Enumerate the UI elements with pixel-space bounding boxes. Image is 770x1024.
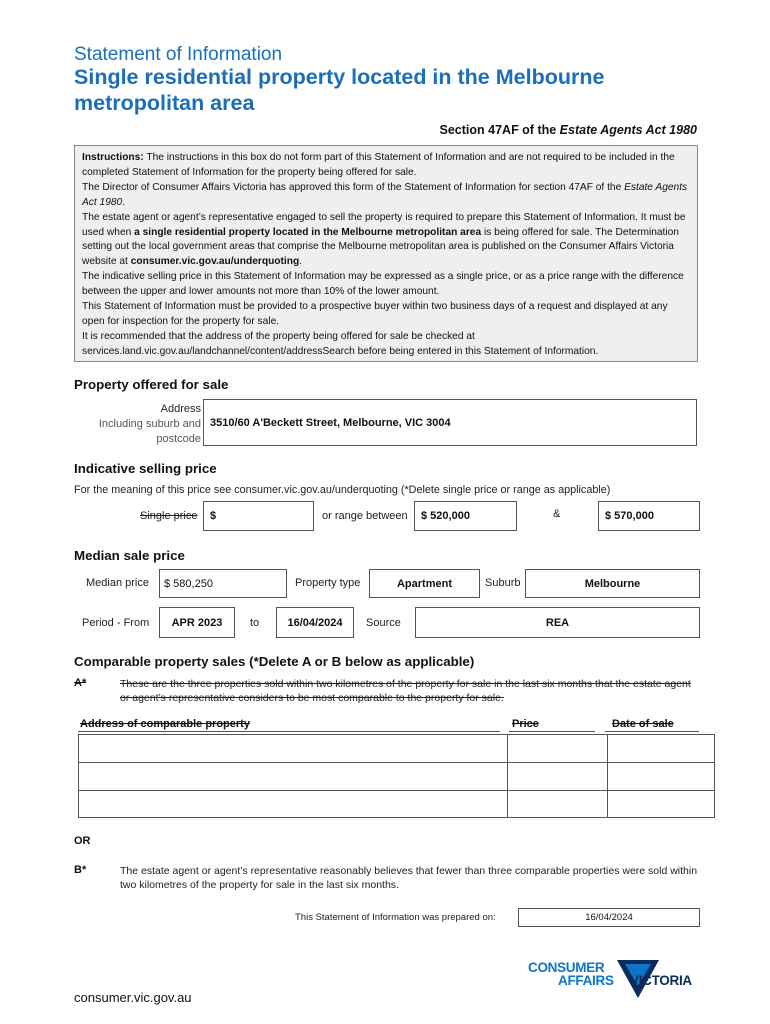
address-label-line3: postcode <box>156 433 201 445</box>
logo-victoria: VICTORIA <box>630 973 692 988</box>
statement-label: Statement of Information <box>74 44 283 65</box>
instructions-p3e: . <box>299 256 303 268</box>
instructions-label: Instructions: <box>82 152 144 163</box>
period-from-label: Period - From <box>82 617 150 629</box>
section-prefix: Section 47AF of the <box>439 123 560 137</box>
instructions-p2: The Director of Consumer Affairs Victoria has approved this form of the Statement of Information for section 47AF of the <box>82 181 625 193</box>
suburb-label: Suburb <box>485 577 521 589</box>
option-b-label: B* <box>74 864 87 876</box>
property-heading: Property offered for sale <box>74 377 229 392</box>
median-price-field[interactable] <box>159 569 287 598</box>
property-type-label: Property type <box>295 577 361 589</box>
logo-consumer: CONSUMER <box>528 960 605 975</box>
section-reference <box>440 123 697 137</box>
comparable-address-3[interactable] <box>78 790 508 818</box>
property-type-field[interactable]: Apartment <box>369 569 480 598</box>
consumer-affairs-victoria-logo <box>527 958 707 1004</box>
instructions-p5: This Statement of Information must be provided to a prospective buyer within two business days of a request and displayed at any open for inspection for the property for sale. <box>82 301 668 327</box>
range-label: or range between <box>322 510 408 522</box>
comparable-heading: Comparable property sales (*Delete A or B below as applicable) <box>74 654 475 669</box>
instructions-p2-act: Estate Agents Act 1980 <box>82 181 688 208</box>
instructions-p2-end: . <box>122 196 126 208</box>
period-from-field[interactable]: APR 2023 <box>159 607 235 638</box>
median-price-label: Median price <box>86 577 149 589</box>
range-ampersand: & <box>553 508 561 520</box>
col-price-rule <box>509 731 595 732</box>
comparable-date-1[interactable] <box>607 734 715 763</box>
median-price-value: $ 580,250 <box>164 577 213 590</box>
instructions-box <box>74 145 698 362</box>
footer-website-link[interactable]: consumer.vic.gov.au <box>74 990 192 1005</box>
prepared-on-label: This Statement of Information was prepared on: <box>295 912 496 923</box>
instructions-p3a: The estate agent or agent’s representative engaged to sell the property is required to prepare this Statement of Information. It must be used when <box>82 211 686 238</box>
col-price-header: Price <box>512 718 539 730</box>
address-label <box>80 402 201 447</box>
option-a-text: These are the three properties sold within two kilometres of the property for sale in the last six months that the estate agent or agent’s representative considers to be most comparable to the property for sale. <box>120 678 691 704</box>
instructions-p1: The instructions in this box do not form part of this Statement of Information and are not required to be included in the completed Statement of Information for the property being offered for sale. <box>82 152 675 178</box>
comparable-date-3[interactable] <box>607 790 715 818</box>
document-title: Single residential property located in the Melbourne metropolitan area <box>74 65 605 115</box>
suburb-field[interactable]: Melbourne <box>525 569 700 598</box>
source-label: Source <box>366 617 401 629</box>
comparable-price-2[interactable] <box>507 762 608 791</box>
comparable-price-1[interactable] <box>507 734 608 763</box>
median-heading: Median sale price <box>74 548 185 563</box>
instructions-p3-link[interactable]: consumer.vic.gov.au/underquoting <box>130 256 300 268</box>
instructions-p3b: a single residential property located in the Melbourne metropolitan area <box>134 226 482 238</box>
period-to-field[interactable]: 16/04/2024 <box>276 607 354 638</box>
instructions-p4: The indicative selling price in this Statement of Information may be expressed as a single price, or as a price range with the difference between the upper and lower amounts not more than 10% of the lower amount. <box>82 271 684 298</box>
col-date-header: Date of sale <box>612 718 674 730</box>
section-act: Estate Agents Act 1980 <box>559 123 697 137</box>
range-low-field[interactable]: $ 520,000 <box>414 501 517 531</box>
single-price-field[interactable]: $ <box>203 501 314 531</box>
instructions-p6: It is recommended that the address of the property being offered for sale be checked at services.land.vic.gov.au/landchannel/content/addressSearch before being entered in this Statement of Information. <box>82 330 599 357</box>
logo-affairs: AFFAIRS <box>558 973 614 988</box>
option-a-label: A* <box>74 677 87 689</box>
period-to-label: to <box>250 617 260 629</box>
source-field[interactable]: REA <box>415 607 700 638</box>
address-field[interactable]: 3510/60 A'Beckett Street, Melbourne, VIC 3004 <box>203 399 697 446</box>
option-b-text: The estate agent or agent’s representative reasonably believes that fewer than three comparable properties were sold within two kilometres of the property for sale in the last six months. <box>120 865 698 891</box>
indicative-heading: Indicative selling price <box>74 461 217 476</box>
prepared-date-field[interactable]: 16/04/2024 <box>518 908 700 927</box>
comparable-table <box>78 734 715 818</box>
instructions-p3c: is being offered for sale. The Determination setting out the local government areas that comprise the Melbourne metropolitan area is published on the Consumer Affairs Victoria website at <box>82 226 679 268</box>
address-label-line1: Address <box>160 403 201 415</box>
or-separator: OR <box>74 835 91 847</box>
col-address-rule <box>78 731 500 732</box>
col-address-header: Address of comparable property <box>80 718 250 730</box>
comparable-date-2[interactable] <box>607 762 715 791</box>
comparable-price-3[interactable] <box>507 790 608 818</box>
single-price-label: Single price <box>140 510 198 522</box>
address-label-line2: Including suburb and <box>98 418 201 430</box>
col-date-rule <box>605 731 699 732</box>
comparable-address-1[interactable] <box>78 734 508 763</box>
comparable-address-2[interactable] <box>78 762 508 791</box>
indicative-note: For the meaning of this price see consumer.vic.gov.au/underquoting (*Delete single price or range as applicable) <box>74 484 611 496</box>
range-high-field[interactable]: $ 570,000 <box>598 501 700 531</box>
